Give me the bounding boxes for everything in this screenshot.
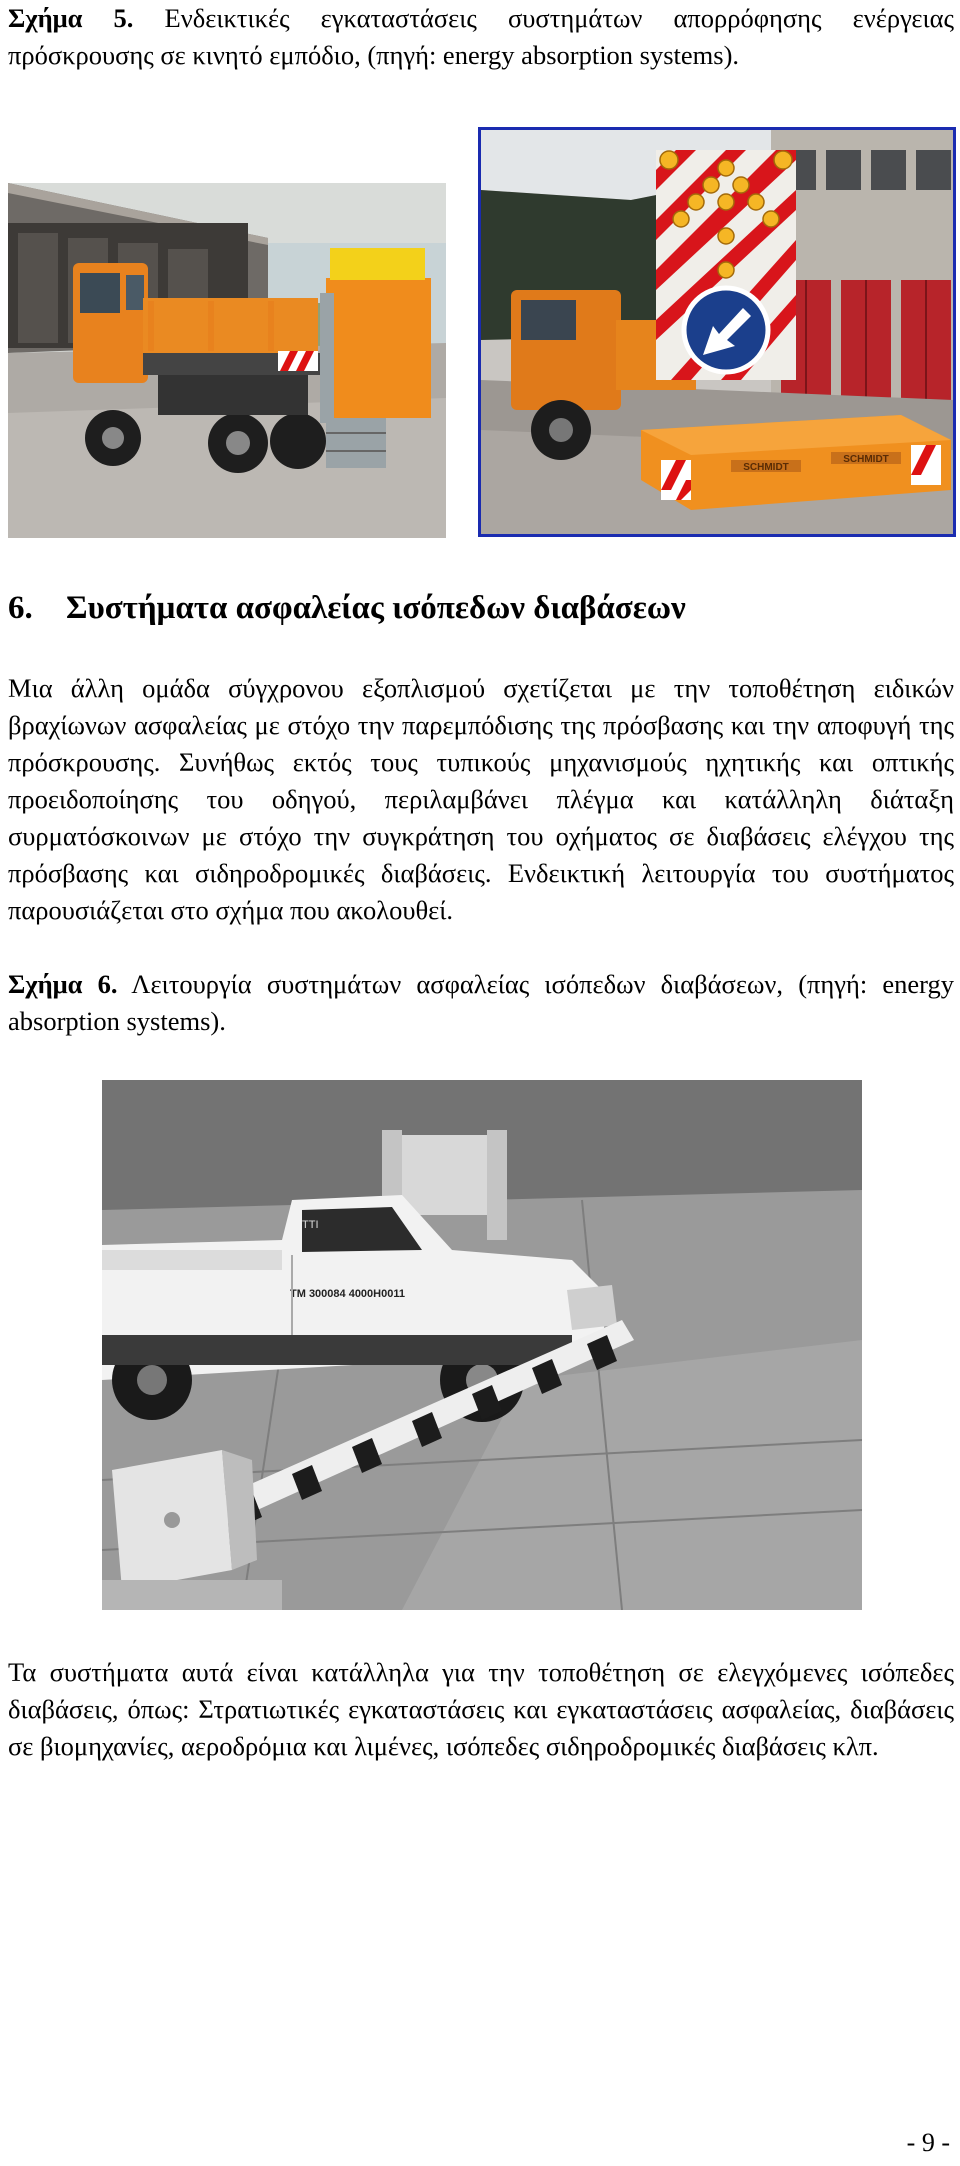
truck-attenuator-photo bbox=[8, 183, 446, 538]
page-number: - 9 - bbox=[906, 2128, 950, 2157]
arrow-board-truck-photo bbox=[481, 130, 953, 534]
figure-5-photo-left bbox=[8, 183, 446, 538]
crash-test-photo bbox=[102, 1080, 862, 1610]
figure-5-photo-right bbox=[478, 127, 956, 537]
figure-6-photo bbox=[102, 1080, 862, 1610]
truck-door-text: TTI bbox=[302, 1219, 319, 1231]
section-number: 6. bbox=[8, 590, 33, 626]
closing-paragraph: Τα συστήματα αυτά είναι κατάλληλα για την τοποθέτηση σε ελεγχόμενες ισόπεδες διαβάσεις, όπως: Στρατιωτικές εγκαταστάσεις και εγκαταστάσεις ασφαλείας, διαβάσεις σε βιομηχανίες, αεροδρόμια και λιμένες, ισόπεδες σιδηροδρομικές διαβάσεις κλπ. bbox=[8, 1657, 954, 1761]
attenuator-brand-text-2: SCHMIDT bbox=[843, 454, 889, 465]
figure-6-caption bbox=[8, 966, 954, 1040]
attenuator-brand-text: SCHMIDT bbox=[743, 462, 789, 473]
figure-5-caption-text: Ενδεικτικές εγκαταστάσεις συστημάτων απορρόφησης ενέργειας πρόσκρουσης σε κινητό εμπόδιο, (πηγή: energy absorption systems). bbox=[8, 3, 954, 70]
figure-5-caption bbox=[8, 0, 954, 74]
truck-side-text: TM 300084 4000H0011 bbox=[290, 1288, 405, 1300]
figure-6-caption-text: Λειτουργία συστημάτων ασφαλείας ισόπεδων διαβάσεων, (πηγή: energy absorption systems). bbox=[8, 969, 954, 1036]
section-title: Συστήματα ασφαλείας ισόπεδων διαβάσεων bbox=[66, 590, 686, 626]
section-heading bbox=[8, 588, 954, 628]
body-paragraph: Μια άλλη ομάδα σύγχρονου εξοπλισμού σχετίζεται με την τοποθέτηση ειδικών βραχίωνων ασφαλείας με στόχο την παρεμπόδισης της πρόσβασης και την αποφυγή της πρόσκρουσης. Συνήθως εκτός τους τυπικούς μηχανισμούς ηχητικής και οπτικής προειδοποίησης του οδηγού, περιλαμβάνει πλέγμα και κατάλληλη διάταξη συρματόσκοινων με στόχο την συγκράτηση του οχήματος σε διαβάσεις ελέγχου της πρόσβασης και σιδηροδρομικές διαβάσεις. Ενδεικτική λειτουργία του συστήματος παρουσιάζεται στο σχήμα που ακολουθεί. bbox=[8, 673, 954, 925]
figure-6-label: Σχήμα 6. bbox=[8, 969, 118, 999]
figure-5-label: Σχήμα 5. bbox=[8, 3, 134, 33]
